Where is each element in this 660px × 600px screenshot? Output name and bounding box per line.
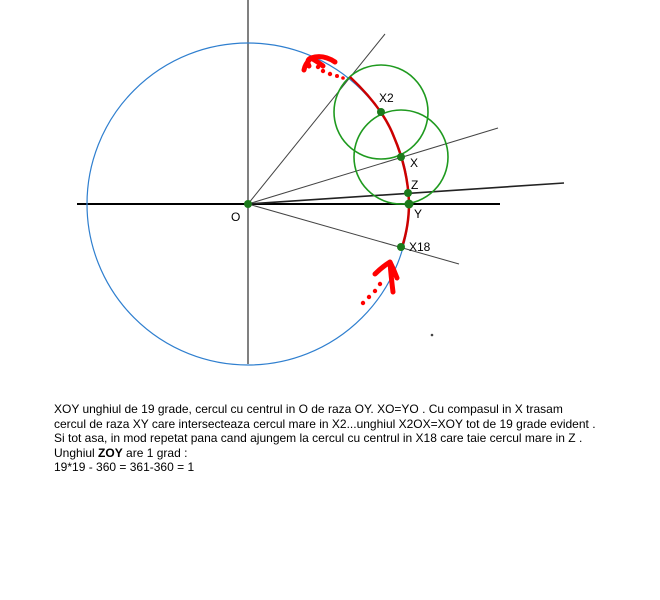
label-z: Z <box>411 178 419 192</box>
point-o <box>244 200 252 208</box>
ray-o-x <box>248 128 498 204</box>
caption <box>54 402 644 475</box>
point-x2 <box>377 108 385 116</box>
point-y <box>405 200 414 209</box>
label-o: O <box>231 210 241 224</box>
ray-o-x18 <box>248 204 459 264</box>
caption-line-4-suffix: are 1 grad : <box>122 445 188 460</box>
label-x18: X18 <box>409 240 431 254</box>
point-x <box>397 153 405 161</box>
caption-line-5: 19*19 - 360 = 361-360 = 1 <box>54 460 195 474</box>
caption-line-3: Si tot asa, in mod repetat pana cand ajungem la cercul cu centrul in X18 care taie cercul mare in Z . <box>54 431 583 445</box>
stray-dot <box>431 334 434 337</box>
caption-line-4-bold: ZOY <box>98 445 123 460</box>
caption-line-4 <box>54 446 644 461</box>
label-x2: X2 <box>379 91 394 105</box>
caption-line-4-prefix: Unghiul <box>54 445 99 460</box>
point-x18 <box>397 243 405 251</box>
dotted-trail-bottom <box>361 282 382 305</box>
caption-line-2: cercul de raza XY care intersecteaza cercul mare in X2...unghiul X2OX=XOY tot de 19 grade evident . <box>54 416 596 431</box>
label-x: X <box>410 156 419 170</box>
label-y: Y <box>414 207 423 221</box>
caption-line-1: XOY unghiul de 19 grade, cercul cu centrul in O de raza OY. XO=YO . Cu compasul in X trasam <box>54 402 563 416</box>
